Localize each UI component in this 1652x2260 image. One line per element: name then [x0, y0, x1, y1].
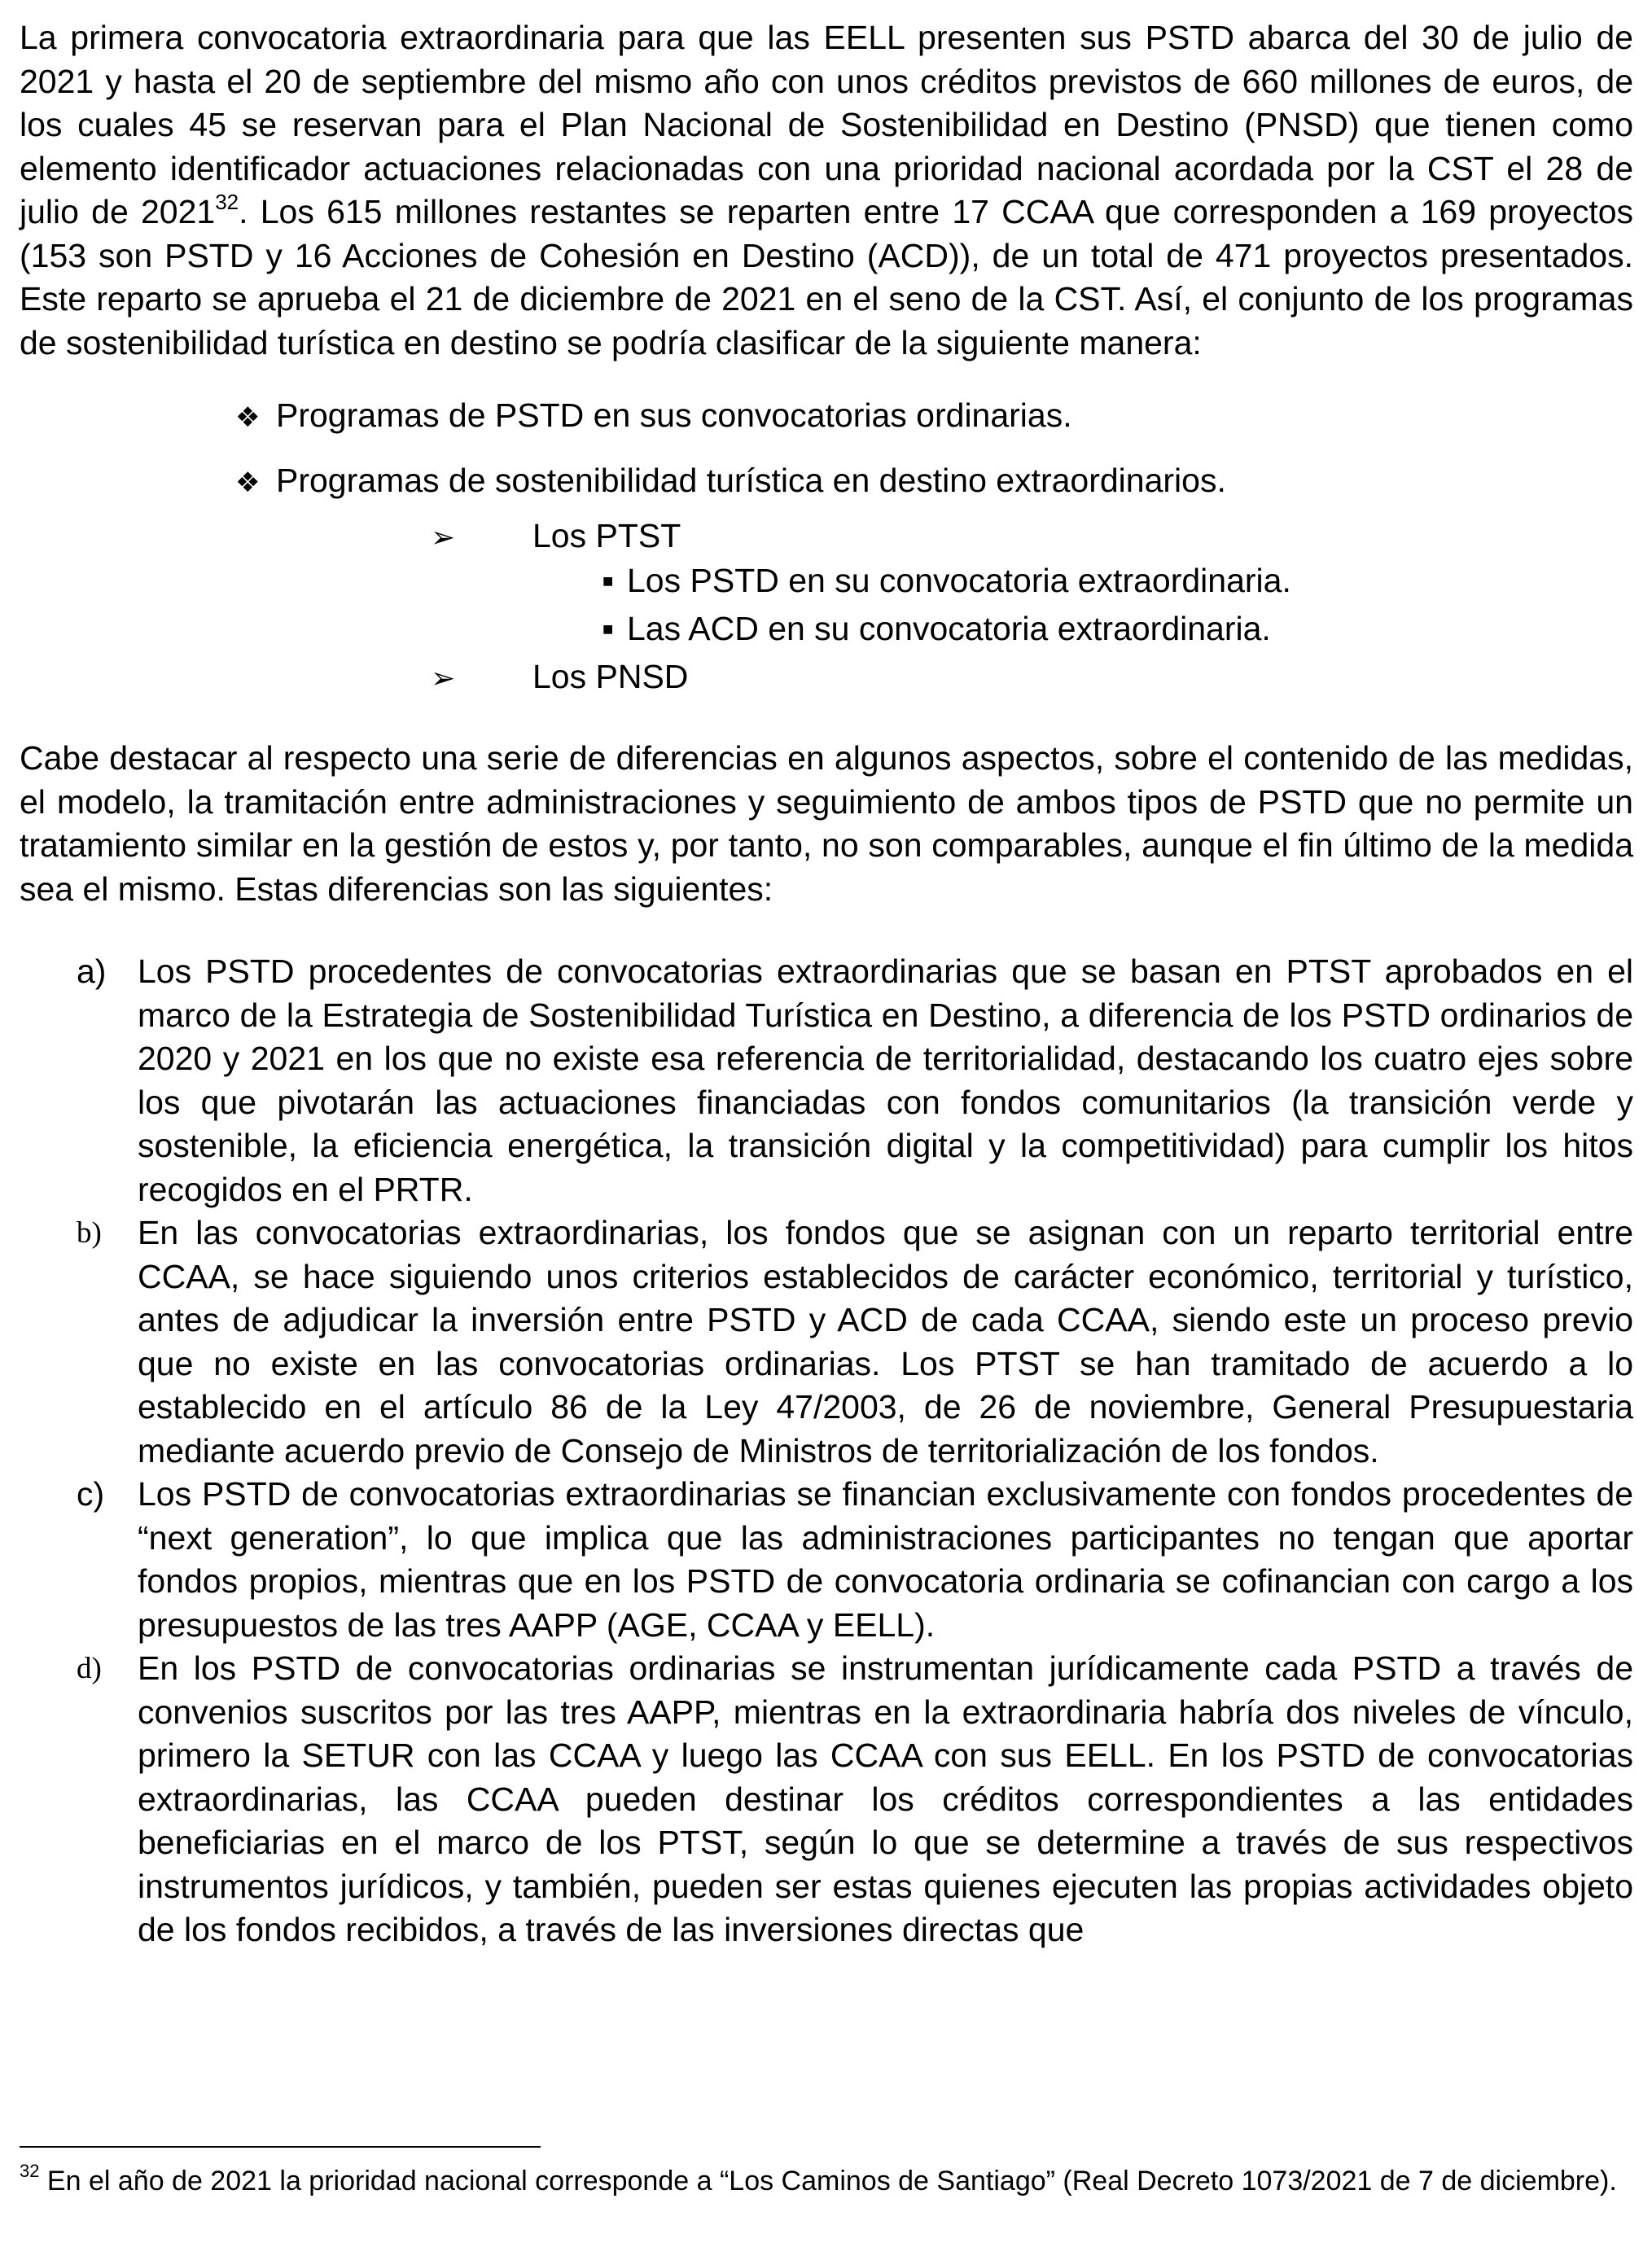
list-item-text: Programas de PSTD en sus convocatorias ordinarias.	[276, 396, 1072, 434]
document-page	[20, 16, 1633, 1952]
footnote-reference[interactable]: 32	[215, 190, 239, 215]
differences-list	[20, 950, 1633, 1952]
item-label: d)	[77, 1652, 102, 1685]
footnote	[20, 2160, 1633, 2198]
square-bullet-icon: ■	[603, 571, 614, 591]
sub-list-item-text: Los PNSD	[532, 658, 689, 695]
difference-item	[20, 1211, 1633, 1473]
list-item	[20, 394, 1633, 439]
difference-item	[20, 1647, 1633, 1952]
differences-intro-paragraph: Cabe destacar al respecto una serie de diferencias en algunos aspectos, sobre el contenido de las medidas, el modelo, la tramitación entre administraciones y seguimiento de ambos tipos de PSTD que no permite un tratamiento similar en la gestión de estos y, por tanto, no son comparables, aunque el fin último de la medida sea el mismo. Estas diferencias son las siguientes:	[20, 739, 1633, 908]
footnote-separator	[20, 2146, 541, 2148]
arrow-bullet-icon: ➢	[431, 521, 456, 554]
diamond-bullet-icon: ❖	[235, 466, 261, 499]
list-item	[20, 459, 1633, 504]
sub-list-item	[20, 655, 1633, 700]
item-text: En los PSTD de convocatorias ordinarias se instrumentan jurídicamente cada PSTD a través de convenios suscritos por las tres AAPP, mientras en la extraordinaria habría dos niveles de vínculo, primero la SETUR con las CCAA y luego las CCAA con sus EELL. En los PSTD de convocatorias extraordinarias, las CCAA pueden destinar los créditos correspondientes a las entidades beneficiarias en el marco de los PTST, según lo que se determine a través de sus respectivos instrumentos jurídicos, y también, pueden ser estas quienes ejecuten las propias actividades objeto de los fondos recibidos, a través de las inversiones directas que	[138, 1649, 1633, 1948]
item-text: En las convocatorias extraordinarias, los fondos que se asignan con un reparto territorial entre CCAA, se hace siguiendo unos criterios establecidos de carácter económico, territorial y turístico, antes de adjudicar la inversión entre PSTD y ACD de cada CCAA, siendo este un proceso previo que no existe en las convocatorias ordinarias. Los PTST se han tramitado de acuerdo a lo establecido en el artículo 86 de la Ley 47/2003, de 26 de noviembre, General Presupuestaria mediante acuerdo previo de Consejo de Ministros de territorialización de los fondos.	[138, 1214, 1633, 1469]
difference-item	[20, 1473, 1633, 1647]
nested-list-item-text: Las ACD en su convocatoria extraordinaria.	[627, 610, 1271, 647]
footnote-text: En el año de 2021 la prioridad nacional corresponde a “Los Caminos de Santiago” (Real Decreto 1073/2021 de 7 de diciembre).	[39, 2166, 1617, 2196]
nested-list-item	[20, 559, 1633, 607]
footnote-number: 32	[20, 2160, 40, 2181]
nested-list-item-text: Los PSTD en su convocatoria extraordinaria.	[627, 562, 1291, 599]
item-label: a)	[77, 953, 107, 990]
intro-paragraph	[20, 16, 1633, 365]
arrow-bullet-icon: ➢	[431, 662, 456, 695]
classification-list	[20, 394, 1633, 700]
square-bullet-icon: ■	[603, 619, 614, 639]
list-item-text: Programas de sostenibilidad turística en destino extraordinarios.	[276, 462, 1226, 499]
item-text: Los PSTD procedentes de convocatorias extraordinarias que se basan en PTST aprobados en el marco de la Estrategia de Sostenibilidad Turística en Destino, a diferencia de los PSTD ordinarios de 2020 y 2021 en los que no existe esa referencia de territorialidad, destacando los cuatro ejes sobre los que pivotarán las actuaciones financiadas con fondos comunitarios (la transición verde y sostenible, la eficiencia energética, la transición digital y la competitividad) para cumplir los hitos recogidos en el PRTR.	[138, 953, 1633, 1208]
item-text: Los PSTD de convocatorias extraordinarias se financian exclusivamente con fondos procedentes de “next generation”, lo que implica que las administraciones participantes no tengan que aportar fondos propios, mientras que en los PSTD de convocatoria ordinaria se cofinancian con cargo a los presupuestos de las tres AAPP (AGE, CCAA y EELL).	[138, 1475, 1633, 1644]
diamond-bullet-icon: ❖	[235, 401, 261, 434]
nested-list-item	[20, 607, 1633, 655]
item-label: b)	[77, 1216, 102, 1250]
intro-text: La primera convocatoria extraordinaria para que las EELL presenten sus PSTD abarca del 30 de julio de 2021 y hasta el 20 de septiembre del mismo año con unos créditos previstos de 660 millones de euros, de los cuales 45 se reservan para el Plan Nacional de Sostenibilidad en Destino (PNSD) que tienen como elemento identificador actuaciones relacionadas con una prioridad nacional acordada por la CST el 28 de julio de 2021	[20, 19, 1633, 230]
sub-list-item-text: Los PTST	[532, 517, 681, 554]
difference-item	[20, 950, 1633, 1211]
intro-text-continued: . Los 615 millones restantes se reparten entre 17 CCAA que corresponden a 169 proyectos (153 son PSTD y 16 Acciones de Cohesión en Destino (ACD)), de un total de 471 proyectos presentados. Este reparto se aprueba el 21 de diciembre de 2021 en el seno de la CST. Así, el conjunto de los programas de sostenibilidad turística en destino se podría clasificar de la siguiente manera:	[20, 193, 1634, 361]
sub-list-item	[20, 515, 1633, 559]
item-label: c)	[77, 1475, 105, 1513]
sub-list	[20, 515, 1633, 700]
